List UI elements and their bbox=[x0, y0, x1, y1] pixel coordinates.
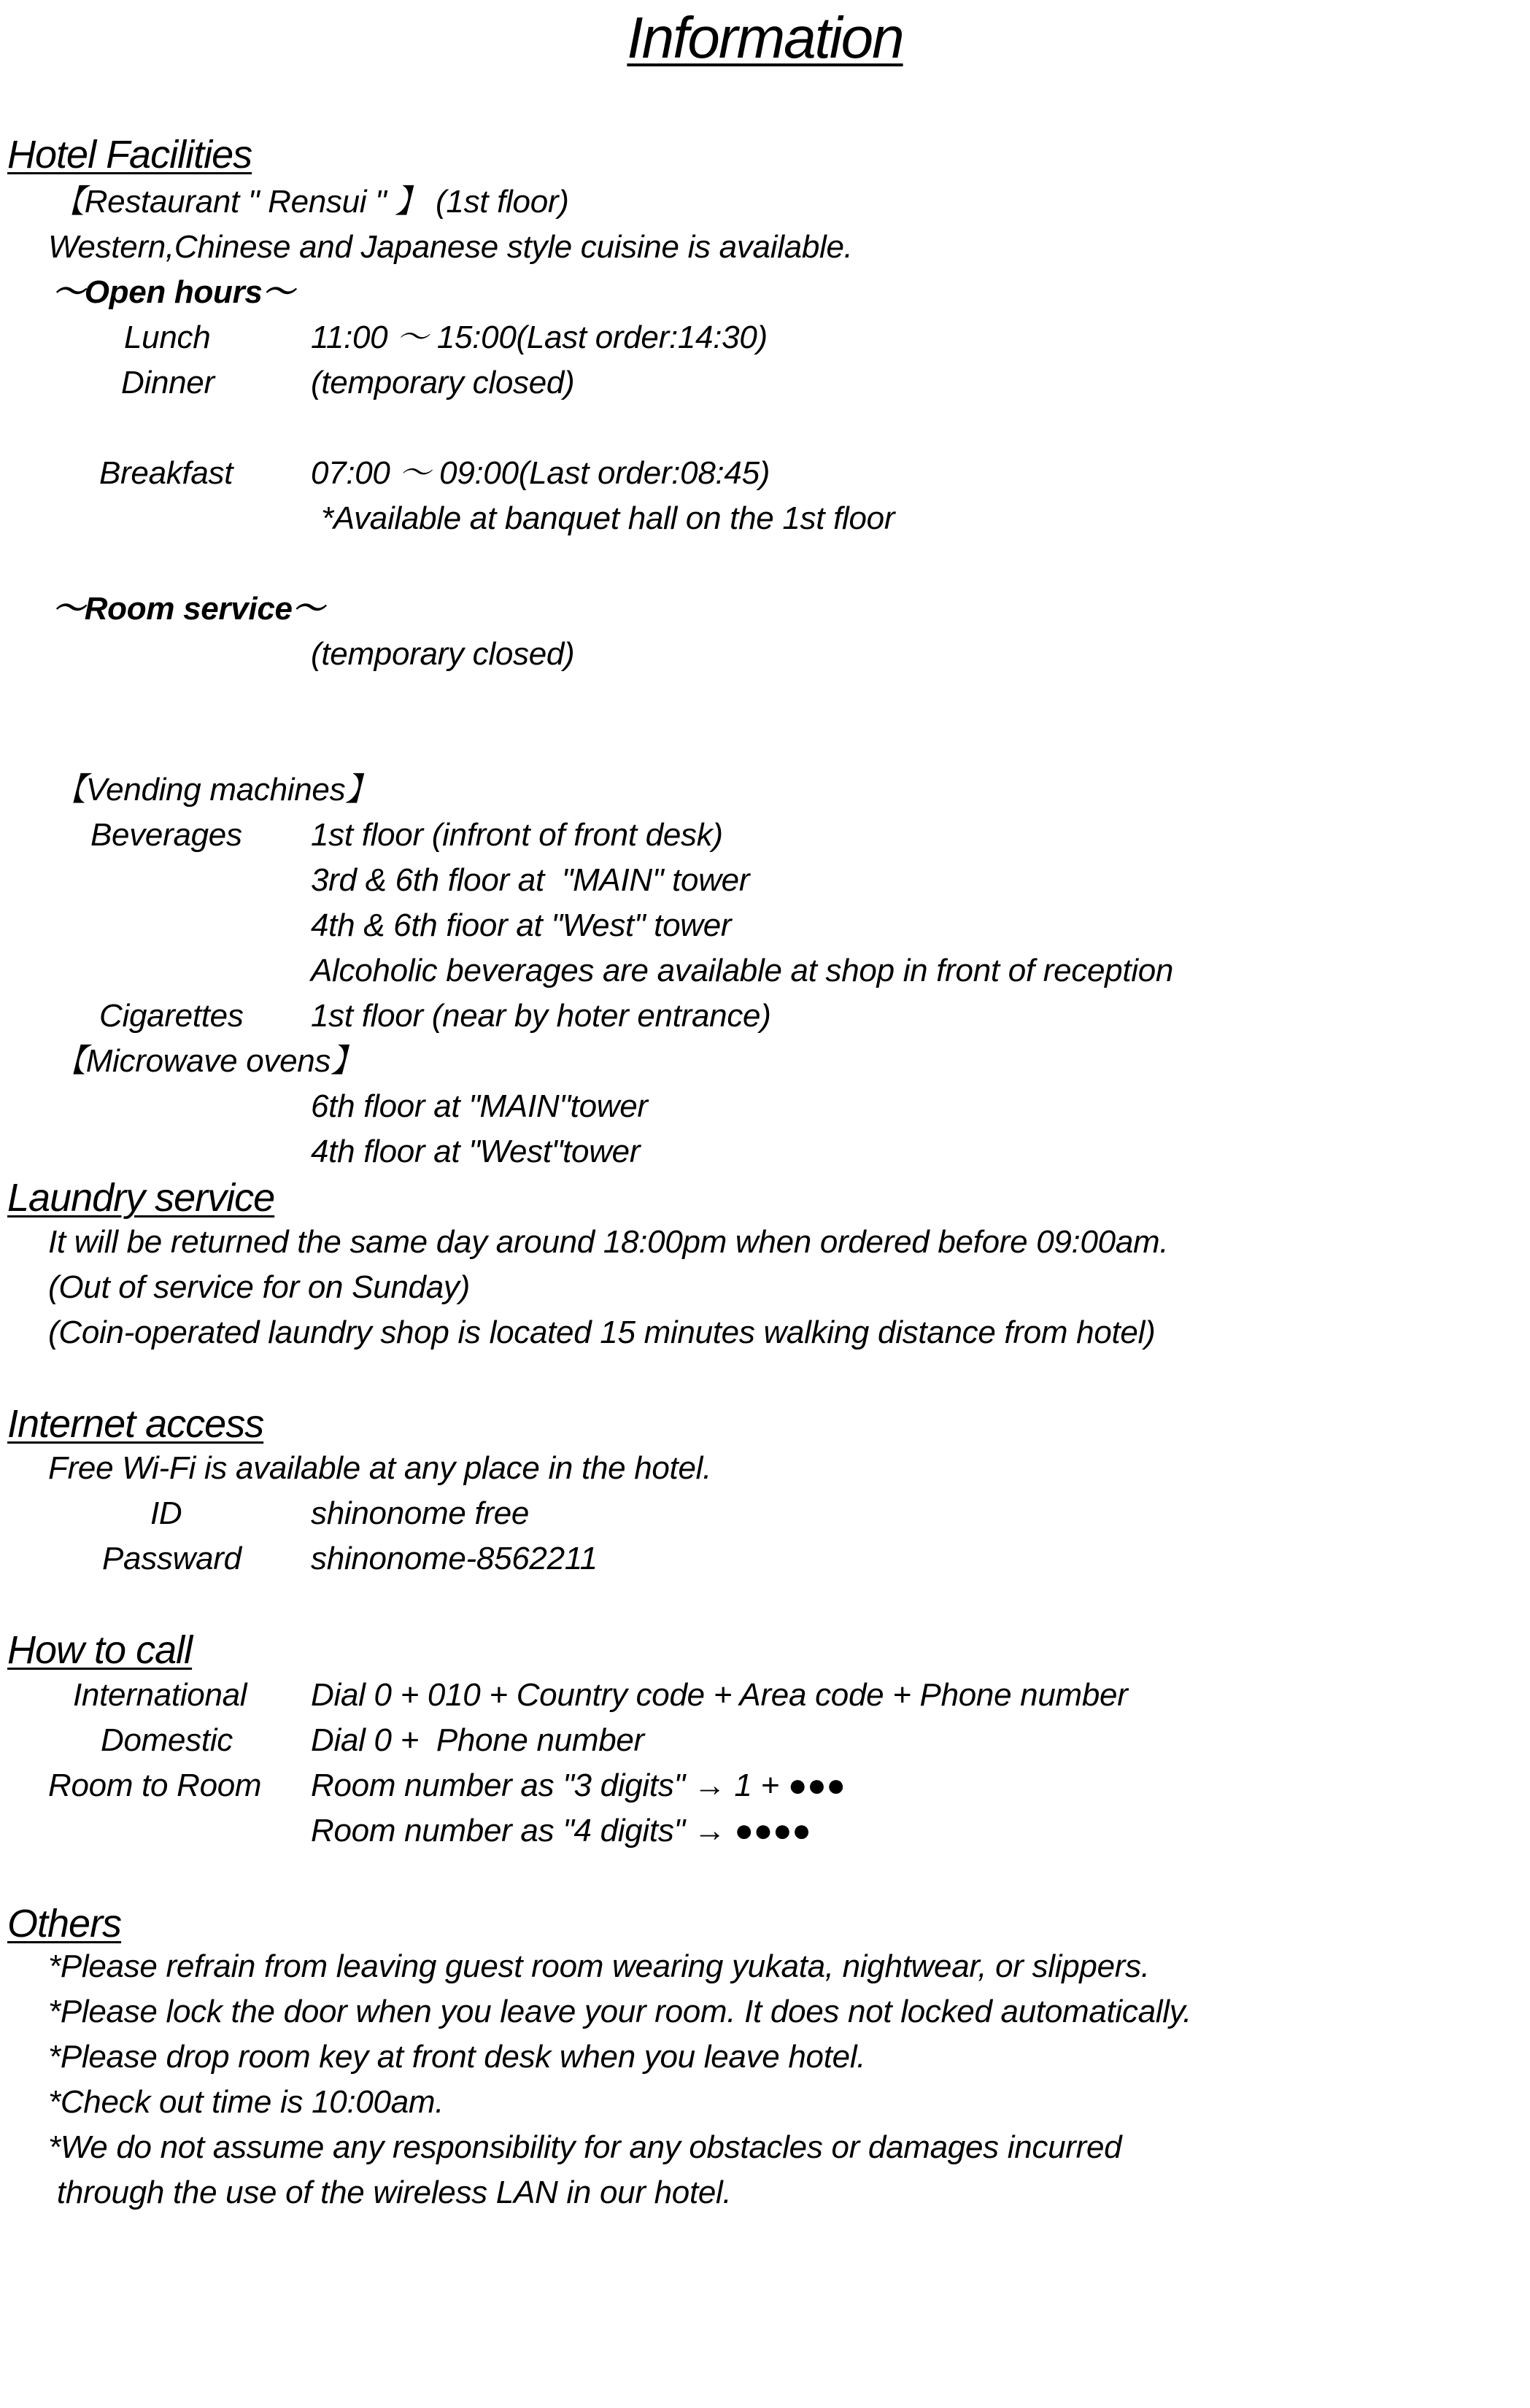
room-service-value: (temporary closed) bbox=[311, 636, 575, 672]
others-line: *Please refrain from leaving guest room wearing yukata, nightwear, or slippers. bbox=[48, 1948, 1150, 1984]
open-hours-label: ～Open hours～ bbox=[53, 274, 295, 310]
microwave-ovens-label: 【Microwave ovens】 bbox=[54, 1043, 363, 1079]
international-value: Dial 0 + 010 + Country code + Area code + Phone number bbox=[311, 1677, 1128, 1713]
cuisine-text: Western,Chinese and Japanese style cuisine is available. bbox=[48, 229, 853, 265]
wifi-id-label: ID bbox=[150, 1495, 182, 1531]
laundry-line: It will be returned the same day around 18:00pm when ordered before 09:00am. bbox=[48, 1224, 1169, 1260]
breakfast-note: *Available at banquet hall on the 1st floor bbox=[321, 500, 895, 536]
wifi-id-value: shinonome free bbox=[311, 1495, 530, 1531]
domestic-label: Domestic bbox=[101, 1722, 233, 1758]
laundry-line: (Coin-operated laundry shop is located 15 minutes walking distance from hotel) bbox=[48, 1315, 1156, 1350]
room-to-room-label: Room to Room bbox=[48, 1768, 262, 1803]
others-line: *Please lock the door when you leave your room. It does not locked automatically. bbox=[48, 1994, 1192, 2029]
lunch-label: Lunch bbox=[124, 320, 211, 355]
section-heading-hotel-facilities: Hotel Facilities bbox=[7, 133, 252, 177]
others-line: *Check out time is 10:00am. bbox=[48, 2084, 444, 2120]
wifi-password-label: Passward bbox=[102, 1541, 242, 1576]
microwave-location: 4th floor at "West"tower bbox=[311, 1134, 641, 1169]
room-service-label: ～Room service～ bbox=[53, 591, 325, 627]
microwave-location: 6th floor at "MAIN"tower bbox=[311, 1088, 648, 1124]
cigarettes-label: Cigarettes bbox=[99, 998, 244, 1034]
dinner-value: (temporary closed) bbox=[311, 365, 575, 400]
page-title: Information bbox=[627, 5, 903, 70]
breakfast-value: 07:00 ～ 09:00(Last order:08:45) bbox=[311, 455, 770, 491]
beverages-location: 1st floor (infront of front desk) bbox=[311, 817, 723, 853]
beverages-location: 3rd & 6th floor at "MAIN" tower bbox=[311, 862, 750, 898]
others-line: through the use of the wireless LAN in our hotel. bbox=[48, 2175, 732, 2210]
cigarettes-value: 1st floor (near by hoter entrance) bbox=[311, 998, 771, 1034]
vending-machines-label: 【Vending machines】 bbox=[54, 772, 377, 808]
lunch-value: 11:00 ～ 15:00(Last order:14:30) bbox=[311, 320, 768, 355]
section-heading-internet: Internet access bbox=[7, 1402, 264, 1446]
beverages-location: 4th & 6th fioor at "West" tower bbox=[311, 907, 732, 943]
beverages-location: Alcoholic beverages are available at shop in front of reception bbox=[311, 953, 1174, 988]
section-heading-laundry: Laundry service bbox=[7, 1176, 275, 1220]
breakfast-label: Breakfast bbox=[99, 455, 233, 491]
internet-intro: Free Wi-Fi is available at any place in the hotel. bbox=[48, 1450, 712, 1486]
others-line: *Please drop room key at front desk when you leave hotel. bbox=[48, 2039, 866, 2075]
room-to-room-4-digits: Room number as "4 digits" → ●●●● bbox=[311, 1813, 811, 1848]
wifi-password-value: shinonome-8562211 bbox=[311, 1541, 598, 1576]
others-line: *We do not assume any responsibility for any obstacles or damages incurred bbox=[48, 2129, 1122, 2165]
beverages-label: Beverages bbox=[90, 817, 242, 853]
laundry-line: (Out of service for on Sunday) bbox=[48, 1269, 470, 1305]
dinner-label: Dinner bbox=[121, 365, 215, 400]
international-label: International bbox=[73, 1677, 247, 1713]
room-to-room-3-digits: Room number as "3 digits" → 1 + ●●● bbox=[311, 1768, 846, 1803]
domestic-value: Dial 0 + Phone number bbox=[311, 1722, 644, 1758]
section-heading-how-to-call: How to call bbox=[7, 1628, 193, 1672]
section-heading-others: Others bbox=[7, 1902, 122, 1946]
restaurant-line: 【Restaurant " Rensui " 】 (1st floor) bbox=[53, 184, 569, 220]
